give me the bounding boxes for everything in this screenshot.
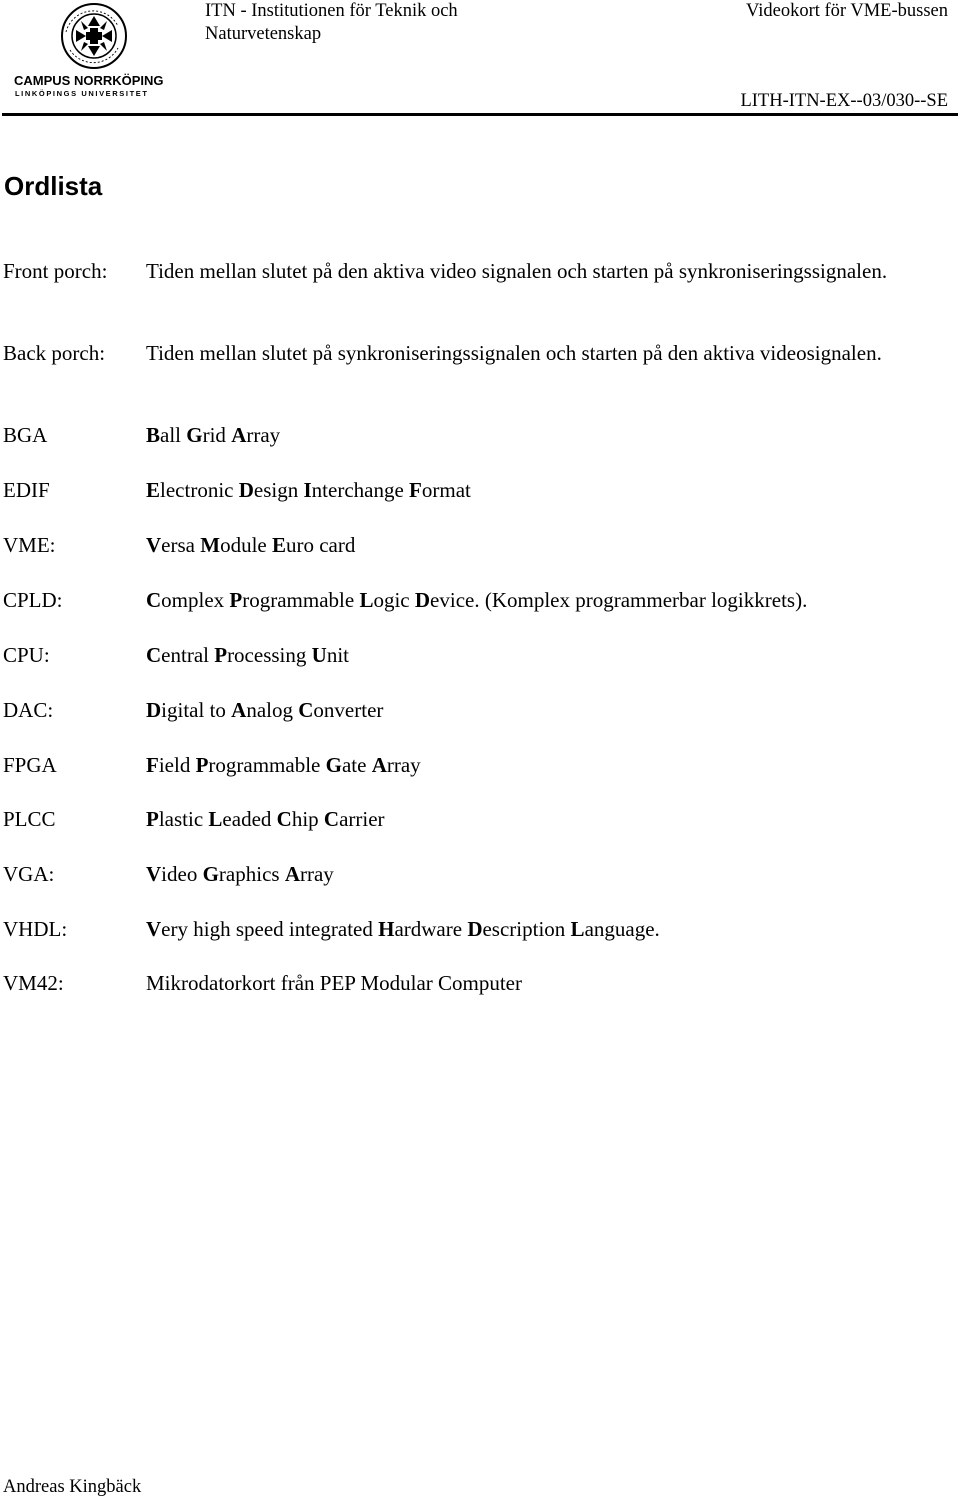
report-id: LITH-ITN-EX--03/030--SE xyxy=(740,91,948,111)
definition-text: rray xyxy=(246,423,281,447)
definition-text: rogrammable xyxy=(242,588,360,612)
definition-text: raphics xyxy=(218,862,285,886)
page-title: Ordlista xyxy=(4,171,103,201)
definition-text: ogic xyxy=(373,588,415,612)
acronym-letter: G xyxy=(325,753,342,777)
definition-text: ardware xyxy=(394,917,468,941)
glossary-term: DAC: xyxy=(3,698,54,722)
glossary-definition xyxy=(146,532,906,559)
definition-text: eaded xyxy=(222,807,277,831)
definition-text: esign xyxy=(253,478,304,502)
acronym-letter: L xyxy=(208,807,223,831)
definition-text: ery high speed integrated xyxy=(161,917,379,941)
definition-text: uro card xyxy=(285,533,356,557)
institution-name xyxy=(205,0,458,46)
acronym-letter: E xyxy=(146,478,161,502)
glossary-term: EDIF xyxy=(3,478,50,502)
acronym-letter: A xyxy=(284,862,300,886)
acronym-letter: C xyxy=(146,643,162,667)
definition-text: rray xyxy=(300,862,334,886)
acronym-letter: C xyxy=(276,807,292,831)
glossary-term: CPLD: xyxy=(3,588,63,612)
acronym-letter: G xyxy=(202,862,219,886)
glossary-term: BGA xyxy=(3,423,48,447)
definition-text: anguage. xyxy=(584,917,660,941)
acronym-letter: V xyxy=(146,862,162,886)
acronym-letter: M xyxy=(200,533,221,557)
glossary-definition xyxy=(146,806,906,833)
definition-text: ersa xyxy=(161,533,201,557)
institution-line-2: Naturvetenskap xyxy=(205,24,322,44)
glossary-term: FPGA xyxy=(3,753,57,777)
acronym-letter: D xyxy=(467,917,483,941)
definition-text: ideo xyxy=(161,862,203,886)
acronym-letter: H xyxy=(378,917,395,941)
logo-university-text: LINKÖPINGS UNIVERSITET xyxy=(15,89,149,98)
glossary-term: VM42: xyxy=(3,971,64,995)
acronym-letter: P xyxy=(195,753,209,777)
definition-text: lectronic xyxy=(160,478,239,502)
glossary-term: Back porch: xyxy=(3,341,106,365)
definition-text: entral xyxy=(161,643,215,667)
glossary-term: PLCC xyxy=(3,807,56,831)
acronym-letter: A xyxy=(231,423,247,447)
glossary-definition xyxy=(146,916,906,943)
glossary-term: Front porch: xyxy=(3,259,108,283)
definition-text: odule xyxy=(220,533,272,557)
acronym-letter: V xyxy=(146,533,162,557)
university-seal-icon xyxy=(14,2,174,98)
acronym-letter: L xyxy=(359,588,374,612)
definition-text: nalog xyxy=(246,698,299,722)
glossary-definition xyxy=(146,587,906,614)
acronym-letter: G xyxy=(186,423,203,447)
acronym-letter: E xyxy=(271,533,286,557)
definition-text: lastic xyxy=(158,807,209,831)
acronym-letter: D xyxy=(238,478,254,502)
glossary-definition xyxy=(146,477,906,504)
acronym-letter: A xyxy=(231,698,247,722)
definition-text: all xyxy=(160,423,187,447)
university-logo xyxy=(14,2,174,98)
definition-text: rocessing xyxy=(227,643,312,667)
acronym-letter: F xyxy=(146,753,159,777)
definition-text: Tiden mellan slutet på synkroniseringssignalen och starten på den aktiva videosignalen. xyxy=(146,341,882,365)
definition-text: escription xyxy=(482,917,571,941)
page-header xyxy=(0,0,960,118)
acronym-letter: P xyxy=(146,807,159,831)
acronym-letter: F xyxy=(409,478,422,502)
glossary-definition xyxy=(146,861,906,888)
acronym-letter: B xyxy=(146,423,161,447)
definition-text: nit xyxy=(326,643,349,667)
document-title: Videokort för VME-bussen xyxy=(745,1,948,21)
acronym-letter: D xyxy=(414,588,431,612)
glossary-definition xyxy=(146,752,906,779)
glossary-definition xyxy=(146,340,906,367)
acronym-letter: A xyxy=(371,753,387,777)
glossary-definition xyxy=(146,422,906,449)
definition-text: rid xyxy=(202,423,232,447)
definition-text: ormat xyxy=(421,478,471,502)
acronym-letter: V xyxy=(146,917,162,941)
definition-text: onverter xyxy=(313,698,384,722)
acronym-letter: C xyxy=(146,588,162,612)
acronym-letter: L xyxy=(570,917,585,941)
definition-text: rogrammable xyxy=(208,753,326,777)
glossary-term: VME: xyxy=(3,533,56,557)
glossary-term: VHDL: xyxy=(3,917,68,941)
definition-text: rray xyxy=(386,753,421,777)
acronym-letter: D xyxy=(146,698,162,722)
definition-text: omplex xyxy=(161,588,230,612)
definition-text: hip xyxy=(291,807,324,831)
acronym-letter: I xyxy=(303,478,312,502)
glossary-term: VGA: xyxy=(3,862,55,886)
acronym-letter: U xyxy=(311,643,327,667)
acronym-letter: C xyxy=(323,807,340,831)
institution-line-1: ITN - Institutionen för Teknik och xyxy=(205,1,458,21)
glossary-definition xyxy=(146,970,906,997)
definition-text: evice. (Komplex programmerbar logikkrets). xyxy=(430,588,808,612)
definition-text: arrier xyxy=(339,807,385,831)
acronym-letter: C xyxy=(298,698,314,722)
definition-text: nterchange xyxy=(311,478,410,502)
definition-text: igital to xyxy=(161,698,232,722)
footer-author: Andreas Kingbäck xyxy=(3,1477,142,1497)
logo-campus-text: CAMPUS NORRKÖPING xyxy=(14,73,164,88)
definition-text: Mikrodatorkort från PEP Modular Computer xyxy=(146,971,523,995)
acronym-letter: P xyxy=(229,588,243,612)
definition-text: ield xyxy=(158,753,196,777)
definition-text: Tiden mellan slutet på den aktiva video signalen och starten på synkroniseringssignalen. xyxy=(146,259,888,283)
header-rule xyxy=(2,113,958,116)
glossary-term: CPU: xyxy=(3,643,50,667)
glossary-definition xyxy=(146,642,906,669)
definition-text: ate xyxy=(341,753,372,777)
glossary-definition xyxy=(146,697,906,724)
acronym-letter: P xyxy=(214,643,228,667)
glossary-definition xyxy=(146,258,906,285)
